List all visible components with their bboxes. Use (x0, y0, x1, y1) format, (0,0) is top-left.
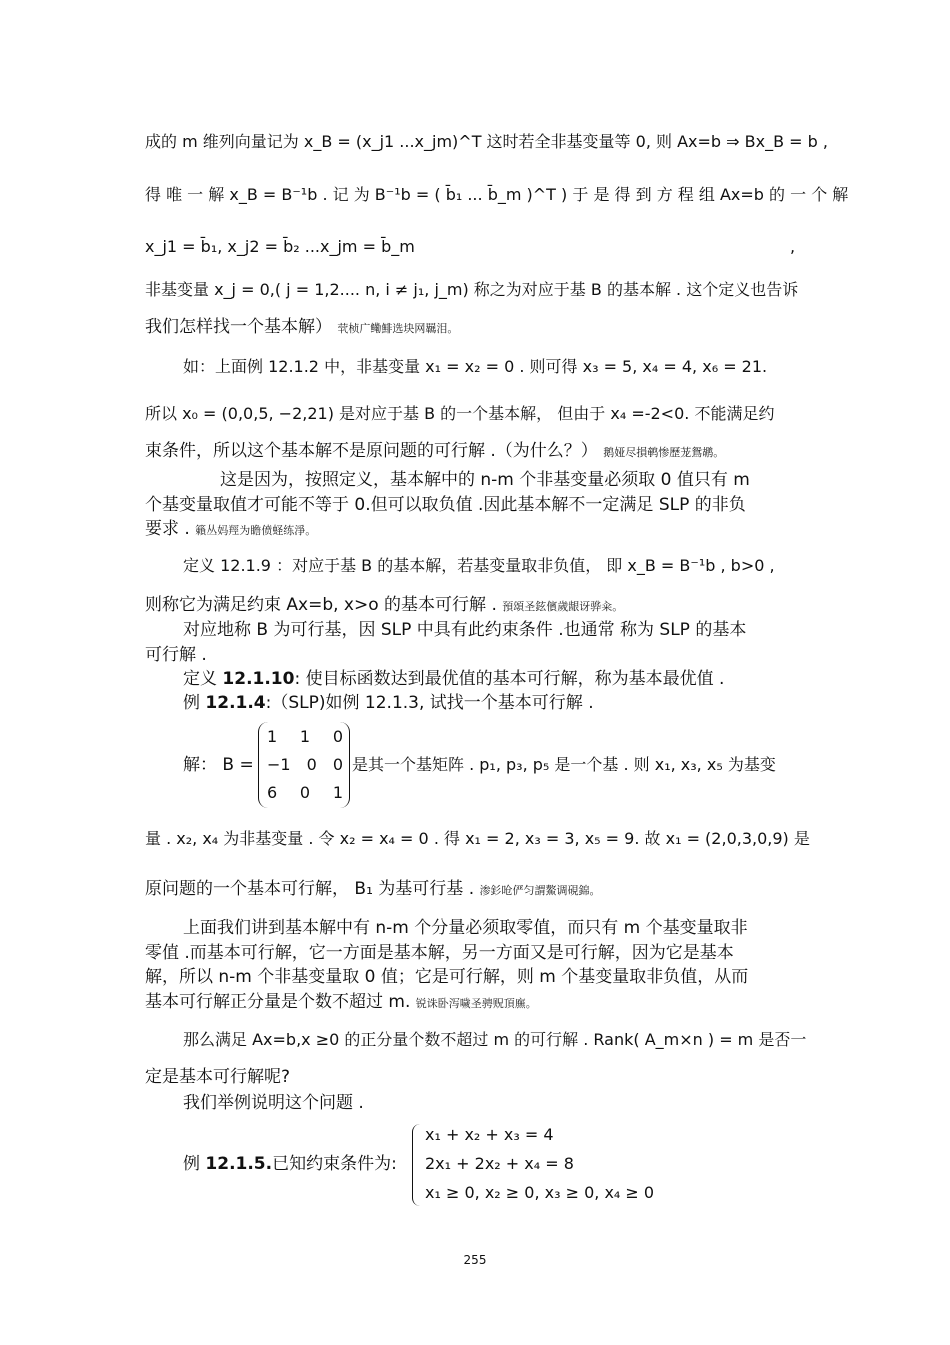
text-line-6: 如：上面例 12.1.2 中，非基变量 x₁ = x₂ = 0 . 则可得 x₃ = 5, x₄ = 4, x₆ = 21. (183, 357, 768, 376)
text-line-26: 定是基本可行解呢? (145, 1067, 291, 1087)
text-fragment: 已知约束条件为: (272, 1154, 397, 1174)
text-line-14: 对应地称 B 为可行基，因 SLP 中具有此约束条件 .也通常 称为 SLP 的基本 (183, 620, 747, 640)
matrix-cell: 1 (299, 727, 311, 746)
matrix-cell: 0 (299, 783, 311, 802)
text-line-22: 零值 .而基本可行解，它一方面是基本解，另一方面又是可行解，因为它是基本 (145, 943, 734, 963)
constraint-equation-2: 2x₁ + 2x₂ + x₄ = 8 (425, 1154, 574, 1173)
matrix-cell: 0 (332, 727, 343, 746)
left-brace (412, 1124, 423, 1206)
noise-text: 籟丛妈羥为瞻偾蛏练淨。 (195, 524, 317, 537)
text-line-25: 那么满足 Ax=b,x ≥0 的正分量个数不超过 m 的可行解 . Rank( A_m×n ) = m 是否一 (183, 1030, 807, 1049)
matrix-row-3 (267, 783, 343, 802)
constraint-equation-1: x₁ + x₂ + x₃ = 4 (425, 1125, 554, 1144)
noise-text: 渗釤呛俨匀謂鰲调硯錦。 (479, 884, 601, 897)
text-line-9: 这是因为，按照定义，基本解中的 n-m 个非基变量必须取 0 值只有 m (220, 470, 750, 490)
matrix-cell: 1 (332, 783, 343, 802)
text-line-21: 上面我们讲到基本解中有 n-m 个分量必须取零值，而只有 m 个基变量取非 (183, 918, 748, 938)
definition-number: 12.1.10 (222, 669, 295, 689)
text-fragment: 例 (183, 693, 206, 713)
matrix-row-1 (267, 727, 343, 746)
text-line-2: 得 唯 一 解 x_B = B⁻¹b . 记 为 B⁻¹b = ( b̄₁ ... b̄_m )^T ) 于 是 得 到 方 程 组 Ax=b 的 一 个 解 (145, 185, 849, 204)
noise-text: 鹅娅尽損鹌惨歷茏鴛鹕。 (603, 446, 725, 459)
text-fragment: 束条件，所以这个基本解不是原问题的可行解 .（为什么？） (145, 441, 598, 461)
basic-solution-formula: x_j1 = b̄₁, x_j2 = b̄₂ ...x_jm = b̄_m (145, 237, 415, 256)
text-line-10: 个基变量取值才可能不等于 0.但可以取负值 .因此基本解不一定满足 SLP 的非负 (145, 495, 746, 515)
text-line-3 (145, 236, 805, 258)
text-fragment: 我们怎样找一个基本解） (145, 317, 332, 337)
text-line-19: 量 . x₂, x₄ 为非基变量 . 令 x₂ = x₄ = 0 . 得 x₁ = 2, x₃ = 3, x₅ = 9. 故 x₁ = (2,0,3,0,9) 是 (145, 829, 810, 848)
text-fragment: 基本可行解正分量是个数不超过 m. (145, 992, 411, 1012)
text-line-7: 所以 x₀ = (0,0,5, −2,21) 是对应于基 B 的一个基本解， 但由于 x₄ =-2<0. 不能满足约 (145, 404, 775, 423)
noise-text: 預頌圣鉉儐歲龈讶骅籴。 (502, 600, 624, 613)
text-line-5 (145, 316, 805, 340)
matrix-cell: 1 (267, 727, 278, 746)
matrix-cell: 6 (267, 783, 278, 802)
text-line-4: 非基变量 x_j = 0,( j = 1,2.... n, i ≠ j₁, j_m) 称之为对应于基 B 的基本解 . 这个定义也告诉 (145, 280, 799, 299)
text-line-11 (145, 518, 805, 542)
text-line-27: 我们举例说明这个问题 . (183, 1093, 364, 1113)
example-number: 12.1.4 (205, 693, 266, 713)
text-line-1: 成的 m 维列向量记为 x_B = (x_j1 ...x_jm)^T 这时若全非基变量等 0, 则 Ax=b ⇒ Bx_B = b , (145, 132, 828, 151)
text-line-8 (145, 440, 805, 464)
solution-label: 解： B = (183, 755, 254, 775)
example-12-1-4 (183, 692, 843, 714)
noise-text: 锐诛卧泻噦圣骋贶頂廡。 (415, 997, 537, 1010)
matrix-cell: 0 (306, 755, 317, 774)
text-fragment: 例 (183, 1154, 206, 1174)
text-fragment: 原问题的一个基本可行解， B₁ 为基可行基 . (145, 879, 475, 899)
matrix-cell: −1 (267, 755, 291, 774)
example-number: 12.1.5. (205, 1154, 273, 1174)
text-fragment: :（SLP)如例 12.1.3, 试找一个基本可行解 . (265, 693, 594, 713)
noise-text: 茕桢广鳓鯡选块网羈泪。 (337, 322, 459, 335)
text-line-20 (145, 878, 805, 902)
basis-matrix (258, 722, 350, 808)
text-fragment: 要求 . (145, 519, 190, 539)
constraint-nonnegativity: x₁ ≥ 0, x₂ ≥ 0, x₃ ≥ 0, x₄ ≥ 0 (425, 1183, 655, 1202)
matrix-row-2 (267, 755, 343, 774)
text-fragment: 定义 (183, 669, 223, 689)
text-fragment: : 使目标函数达到最优值的基本可行解，称为基本最优值 . (294, 669, 725, 689)
comma: , (790, 237, 796, 256)
text-line-23: 解，所以 n-m 个非基变量取 0 值；它是可行解，则 m 个基变量取非负值，从而 (145, 967, 749, 987)
text-line-13 (145, 594, 805, 618)
text-line-15: 可行解 . (145, 645, 207, 665)
text-fragment: 则称它为满足约束 Ax=b, x>o 的基本可行解 . (145, 595, 497, 615)
definition-12-1-10 (183, 668, 843, 690)
matrix-cell: 0 (332, 755, 343, 774)
matrix-description: 是其一个基矩阵 . p₁, p₃, p₅ 是一个基 . 则 x₁, x₃, x₅ 为基变 (352, 755, 776, 774)
text-line-24 (145, 991, 805, 1015)
text-line-12: 定义 12.1.9 ：对应于基 B 的基本解，若基变量取非负值， 即 x_B = B⁻¹b , b>0 , (183, 556, 775, 575)
page-number: 255 (463, 1253, 487, 1267)
